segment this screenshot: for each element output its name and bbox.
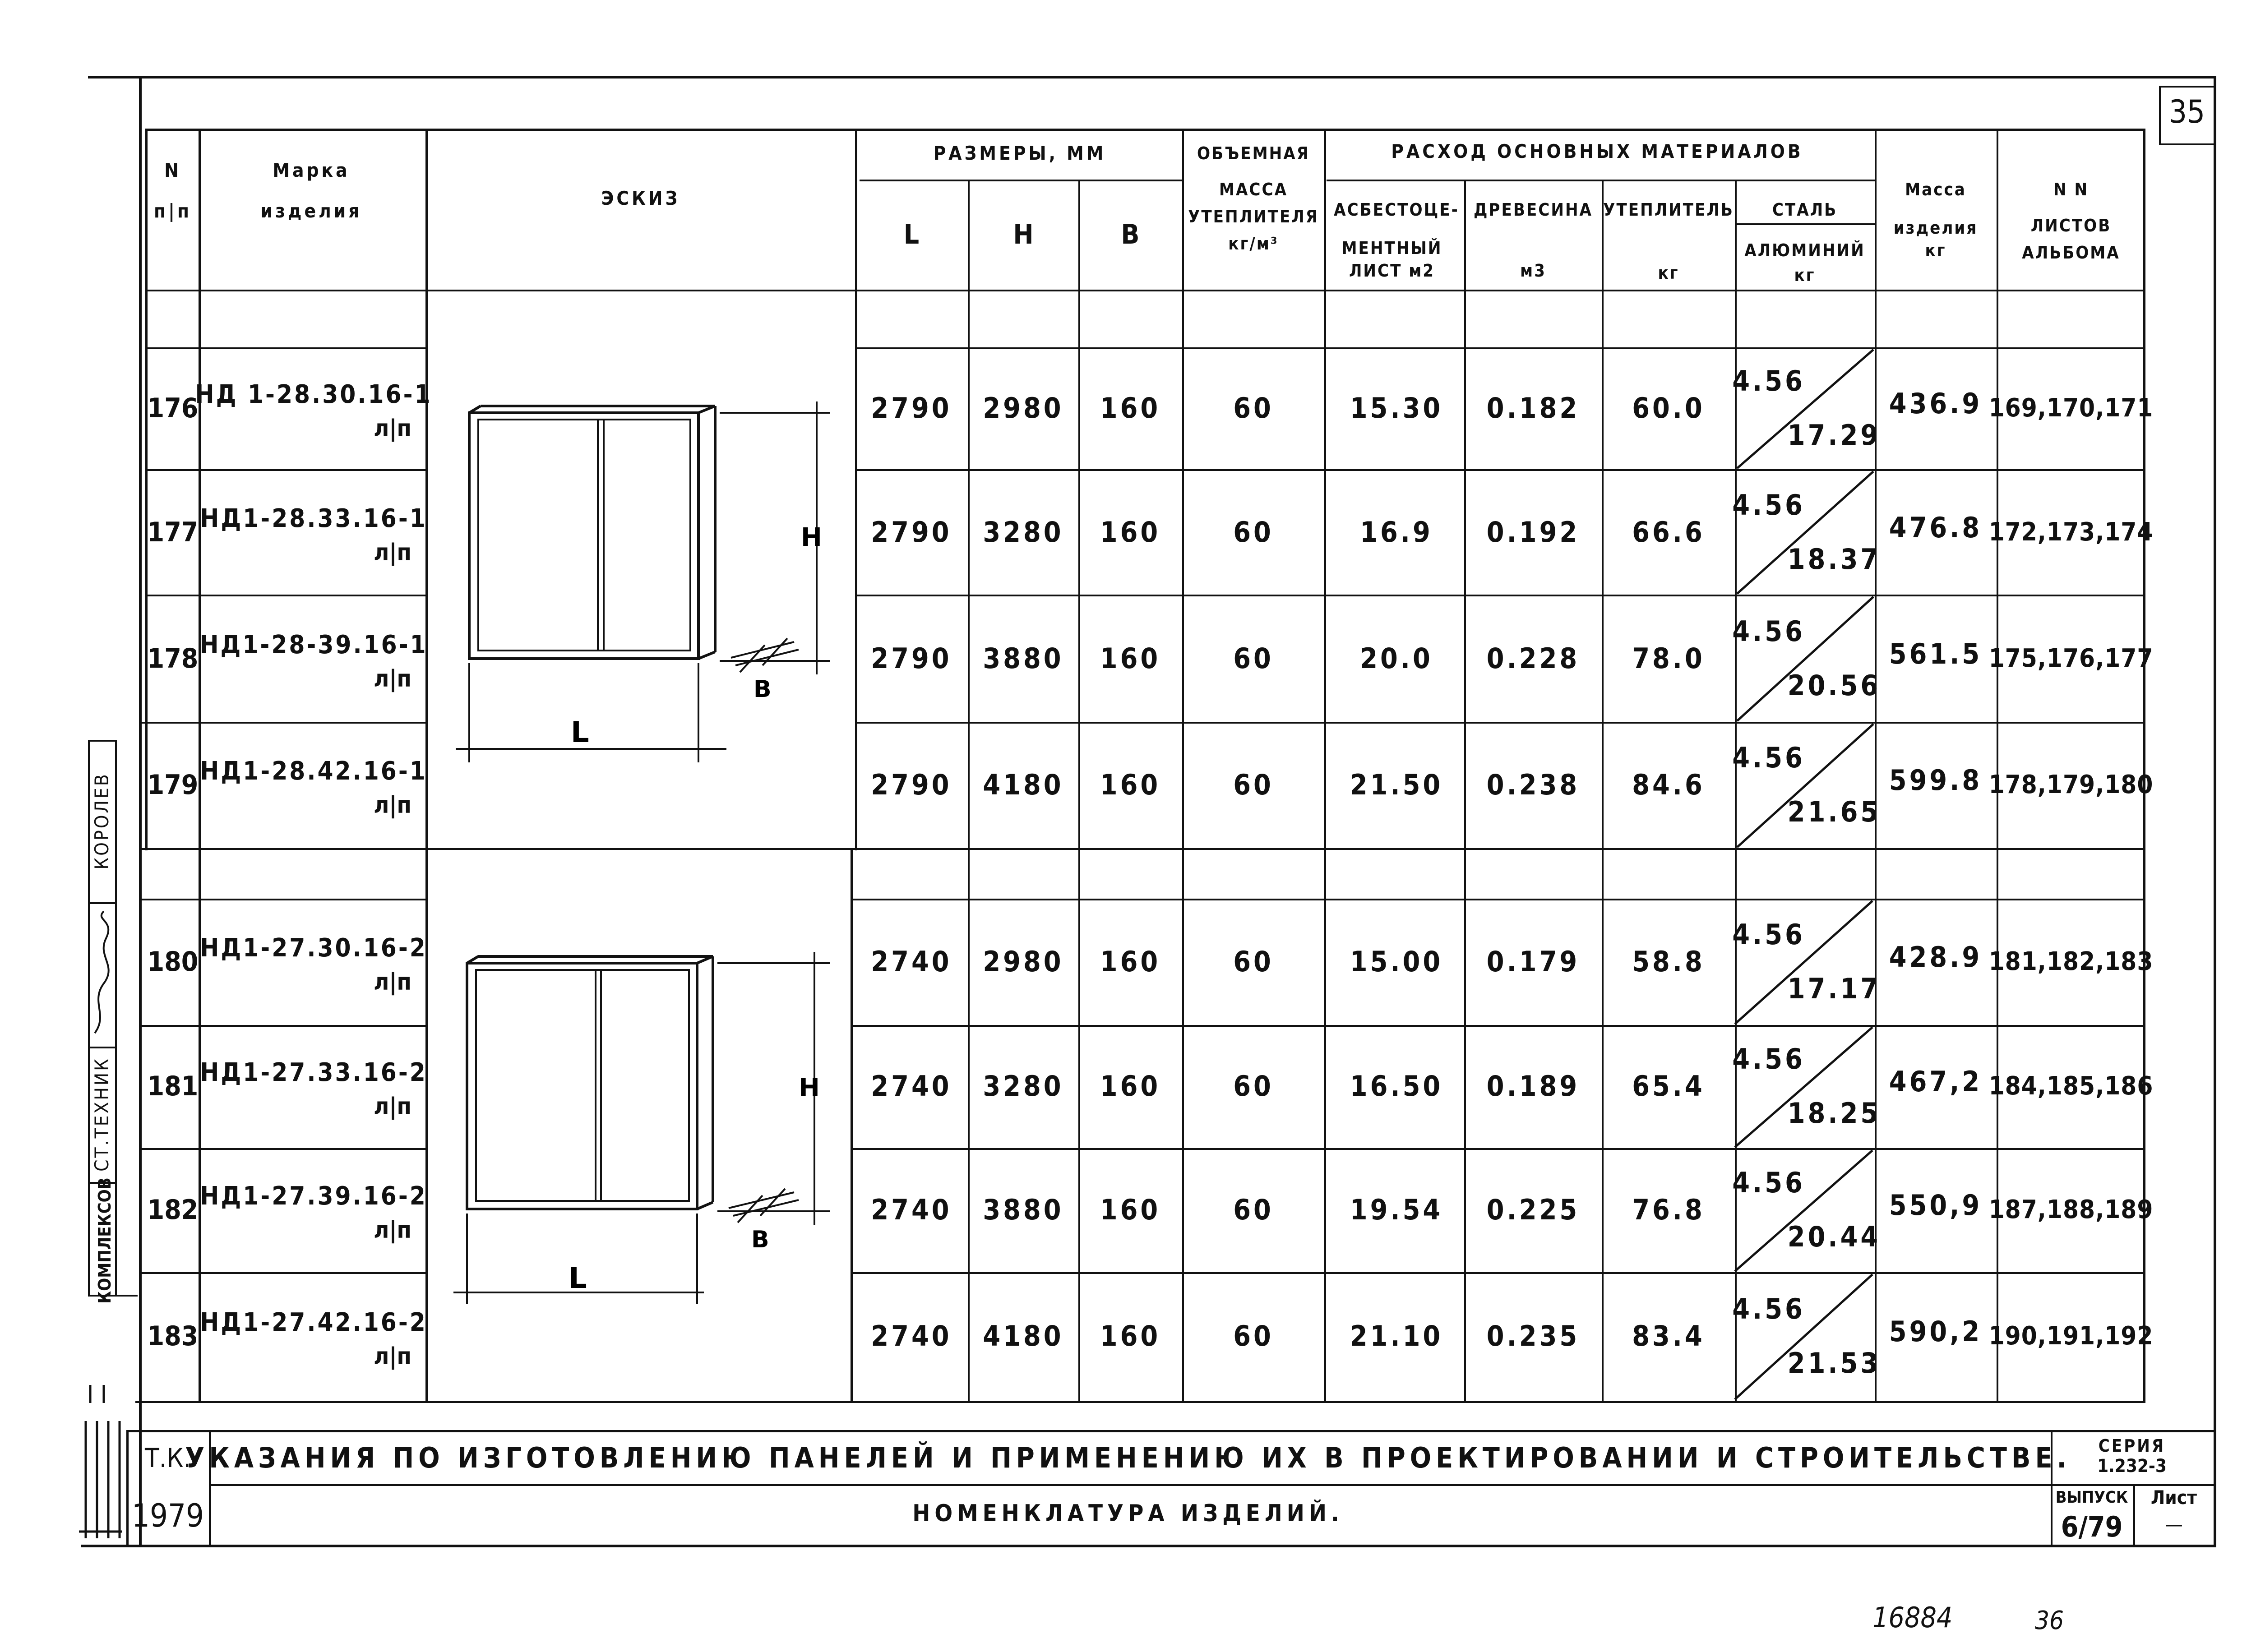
footer-sheet-label: Лист (2150, 1486, 2197, 1509)
footer-issue-value: 6/79 (2061, 1510, 2123, 1543)
header-num: N (164, 159, 181, 181)
row-asbestos: 15.30 (1350, 392, 1443, 425)
header-mass: Масса (1905, 180, 1966, 199)
row-mass: 590,2 (1889, 1315, 1983, 1348)
row-steel: 4.56 (1732, 1292, 1805, 1325)
row-number: 180 (147, 946, 199, 978)
row-dim-h: 2980 (983, 392, 1064, 425)
row-asbestos: 21.50 (1350, 768, 1443, 801)
row-mass: 561.5 (1889, 637, 1983, 670)
footer-year: 1979 (131, 1497, 204, 1534)
row-density: 60 (1233, 642, 1274, 675)
row-dim-h: 2980 (983, 945, 1064, 978)
sketch1-l-label: L (571, 716, 589, 749)
row-wood: 0.182 (1486, 392, 1580, 425)
row-sheets: 181,182,183 (1988, 947, 2154, 976)
stamp-org: КОМПЛЕКСОВ (95, 1177, 115, 1304)
row-mark: НД1-28.42.16-1 (200, 757, 427, 786)
row-mark: НД1-28-39.16-1 (199, 630, 428, 660)
row-dim-l: 2790 (871, 392, 952, 425)
header-steel: СТАЛЬ (1772, 200, 1838, 220)
archive-number: 16884 (1872, 1601, 1953, 1634)
row-dim-l: 2790 (871, 642, 952, 675)
row-steel: 4.56 (1732, 918, 1805, 951)
row-density: 60 (1233, 516, 1274, 549)
row-number: 182 (147, 1194, 199, 1226)
row-dim-h: 3880 (983, 1193, 1064, 1226)
row-number: 183 (147, 1320, 199, 1352)
row-mark: НД1-28.33.16-1 (200, 504, 427, 533)
row-mark-lp: л|п (374, 1343, 411, 1370)
footer-subtitle: НОМЕНКЛАТУРА ИЗДЕЛИЙ. (912, 1500, 1344, 1527)
footer-issue-label: ВЫПУСК (2055, 1488, 2128, 1507)
row-wood: 0.189 (1486, 1070, 1580, 1103)
row-wood: 0.238 (1486, 768, 1580, 801)
row-number: 177 (147, 517, 199, 548)
sketch2-b-label: B (751, 1226, 769, 1253)
row-dim-h: 3280 (983, 516, 1064, 549)
header-dim-b: B (1121, 219, 1140, 250)
row-density: 60 (1233, 1193, 1274, 1226)
row-asbestos: 16.9 (1360, 516, 1433, 549)
header-mark-sub: изделия (260, 200, 362, 222)
row-mark: НД1-27.30.16-2 (200, 933, 427, 963)
row-dim-b: 160 (1100, 945, 1161, 978)
header-mass-2: изделия (1893, 218, 1978, 238)
row-steel: 4.56 (1732, 1043, 1805, 1075)
row-dim-h: 4180 (983, 1320, 1064, 1352)
row-aluminium: 21.53 (1787, 1347, 1881, 1380)
row-wood: 0.179 (1486, 945, 1580, 978)
sketch1-h-label: H (801, 523, 822, 552)
row-sheets: 184,185,186 (1988, 1071, 2154, 1101)
row-mark-lp: л|п (374, 1217, 411, 1244)
row-mark: НД1-27.39.16-2 (200, 1181, 427, 1211)
footer-title: УКАЗАНИЯ ПО ИЗГОТОВЛЕНИЮ ПАНЕЛЕЙ И ПРИМЕНЕНИЮ ИХ В ПРОЕКТИРОВАНИИ И СТРОИТЕЛЬСТВЕ. (185, 1441, 2071, 1474)
row-insulation: 76.8 (1632, 1193, 1705, 1226)
row-wood: 0.225 (1486, 1193, 1580, 1226)
row-asbestos: 21.10 (1350, 1320, 1443, 1352)
row-density: 60 (1233, 1070, 1274, 1103)
row-asbestos: 16.50 (1350, 1070, 1443, 1103)
row-asbestos: 19.54 (1350, 1193, 1443, 1226)
header-wood-unit: м3 (1520, 261, 1546, 281)
header-dim-h: H (1013, 219, 1034, 250)
row-mark-lp: л|п (374, 539, 411, 566)
row-dim-b: 160 (1100, 1070, 1161, 1103)
row-sheets: 178,179,180 (1988, 770, 2154, 799)
row-insulation: 84.6 (1632, 768, 1705, 801)
row-dim-b: 160 (1100, 516, 1161, 549)
row-insulation: 65.4 (1632, 1070, 1705, 1103)
row-mass: 599.8 (1889, 764, 1983, 797)
row-wood: 0.228 (1486, 642, 1580, 675)
row-dim-b: 160 (1100, 1193, 1161, 1226)
row-insulation: 60.0 (1632, 392, 1705, 425)
row-dim-h: 3880 (983, 642, 1064, 675)
row-mark-lp: л|п (374, 415, 411, 442)
row-mark-lp: л|п (374, 792, 411, 819)
header-asbestos-3: ЛИСТ м2 (1349, 261, 1435, 281)
row-sheets: 172,173,174 (1988, 517, 2154, 547)
row-mark-lp: л|п (374, 665, 411, 692)
header-insulation-unit: кг (1658, 263, 1679, 283)
row-aluminium: 20.44 (1787, 1220, 1881, 1253)
header-asbestos-1: АСБЕСТОЦЕ- (1334, 200, 1459, 220)
row-insulation: 78.0 (1632, 642, 1705, 675)
archive-suffix: 36 (2035, 1606, 2064, 1635)
header-sheets-3: АЛЬБОМА (2022, 243, 2120, 263)
row-aluminium: 18.25 (1787, 1097, 1881, 1130)
row-steel: 4.56 (1732, 741, 1805, 774)
header-insulation: УТЕПЛИТЕЛЬ (1603, 200, 1734, 220)
row-aluminium: 21.65 (1787, 795, 1881, 828)
header-mass-unit: кг (1925, 240, 1946, 260)
row-sheets: 175,176,177 (1988, 644, 2154, 673)
row-steel: 4.56 (1732, 615, 1805, 648)
header-num-sub: п|п (153, 200, 192, 222)
footer-series-label: СЕРИЯ (2098, 1436, 2166, 1456)
row-mark: НД 1-28.30.16-1 (195, 380, 432, 409)
row-mass: 550,9 (1889, 1189, 1983, 1222)
row-dim-l: 2790 (871, 516, 952, 549)
header-materials: РАСХОД ОСНОВНЫХ МАТЕРИАЛОВ (1391, 140, 1803, 162)
row-wood: 0.192 (1486, 516, 1580, 549)
row-steel: 4.56 (1732, 1166, 1805, 1199)
row-sheets: 190,191,192 (1988, 1321, 2154, 1351)
header-density-2: МАССА (1219, 180, 1288, 199)
row-mass: 428.9 (1889, 941, 1983, 974)
row-number: 176 (147, 392, 199, 424)
header-wood: ДРЕВЕСИНА (1473, 200, 1593, 220)
row-dim-b: 160 (1100, 392, 1161, 425)
stamp-name: КОРОЛЕВ (91, 772, 113, 870)
row-density: 60 (1233, 945, 1274, 978)
row-aluminium: 18.37 (1787, 543, 1881, 576)
footer-sheet-value: — (2165, 1513, 2183, 1536)
row-dim-l: 2740 (871, 945, 952, 978)
footer-series-value: 1.232-3 (2097, 1456, 2167, 1477)
row-sheets: 187,188,189 (1988, 1195, 2154, 1224)
header-density-3: УТЕПЛИТЕЛЯ (1188, 207, 1319, 226)
row-density: 60 (1233, 1320, 1274, 1352)
row-dim-b: 160 (1100, 1320, 1161, 1352)
row-number: 179 (147, 769, 199, 801)
row-asbestos: 20.0 (1360, 642, 1433, 675)
header-sheets: N N (2053, 180, 2089, 199)
row-insulation: 83.4 (1632, 1320, 1705, 1352)
row-number: 178 (147, 643, 199, 674)
header-asbestos-2: МЕНТНЫЙ (1341, 238, 1442, 258)
row-dim-h: 3280 (983, 1070, 1064, 1103)
sketch2-h-label: H (799, 1073, 820, 1103)
header-density-1: ОБЪЕМНАЯ (1197, 143, 1310, 163)
row-insulation: 58.8 (1632, 945, 1705, 978)
header-mark: Марка (273, 159, 350, 181)
row-mark: НД1-27.42.16-2 (200, 1308, 427, 1337)
row-dim-l: 2790 (871, 768, 952, 801)
row-dim-l: 2740 (871, 1070, 952, 1103)
header-aluminium: АЛЮМИНИЙ (1744, 240, 1865, 260)
row-aluminium: 20.56 (1787, 669, 1881, 702)
row-aluminium: 17.29 (1787, 419, 1881, 452)
row-mass: 476.8 (1889, 511, 1983, 544)
stamp-role: СТ.ТЕХНИК (91, 1057, 113, 1172)
row-mark-lp: л|п (374, 1093, 411, 1120)
row-dim-l: 2740 (871, 1193, 952, 1226)
header-density-4: кг/м³ (1228, 234, 1279, 254)
row-aluminium: 17.17 (1787, 972, 1881, 1005)
row-dim-b: 160 (1100, 642, 1161, 675)
row-number: 181 (147, 1071, 199, 1102)
row-mark-lp: л|п (374, 969, 411, 996)
sheet-number: 35 (2168, 93, 2205, 130)
row-mass: 436.9 (1889, 387, 1983, 420)
row-dim-l: 2740 (871, 1320, 952, 1352)
row-asbestos: 15.00 (1350, 945, 1443, 978)
row-density: 60 (1233, 392, 1274, 425)
header-sheets-2: ЛИСТОВ (2030, 216, 2112, 235)
sketch2-l-label: L (569, 1262, 587, 1295)
row-mark: НД1-27.33.16-2 (200, 1058, 427, 1087)
row-dim-b: 160 (1100, 768, 1161, 801)
row-dim-h: 4180 (983, 768, 1064, 801)
header-aluminium-unit: кг (1794, 265, 1816, 285)
header-sketch: ЭСКИЗ (601, 187, 680, 209)
row-insulation: 66.6 (1632, 516, 1705, 549)
row-wood: 0.235 (1486, 1320, 1580, 1352)
header-dims: РАЗМЕРЫ, ММ (933, 142, 1106, 164)
row-mass: 467,2 (1889, 1065, 1983, 1098)
row-steel: 4.56 (1732, 489, 1805, 521)
row-steel: 4.56 (1732, 365, 1805, 397)
header-dim-l: L (903, 219, 920, 250)
row-density: 60 (1233, 768, 1274, 801)
footer-tk: Т.К. (144, 1443, 191, 1473)
sketch1-b-label: B (754, 676, 772, 703)
row-sheets: 169,170,171 (1988, 393, 2154, 423)
